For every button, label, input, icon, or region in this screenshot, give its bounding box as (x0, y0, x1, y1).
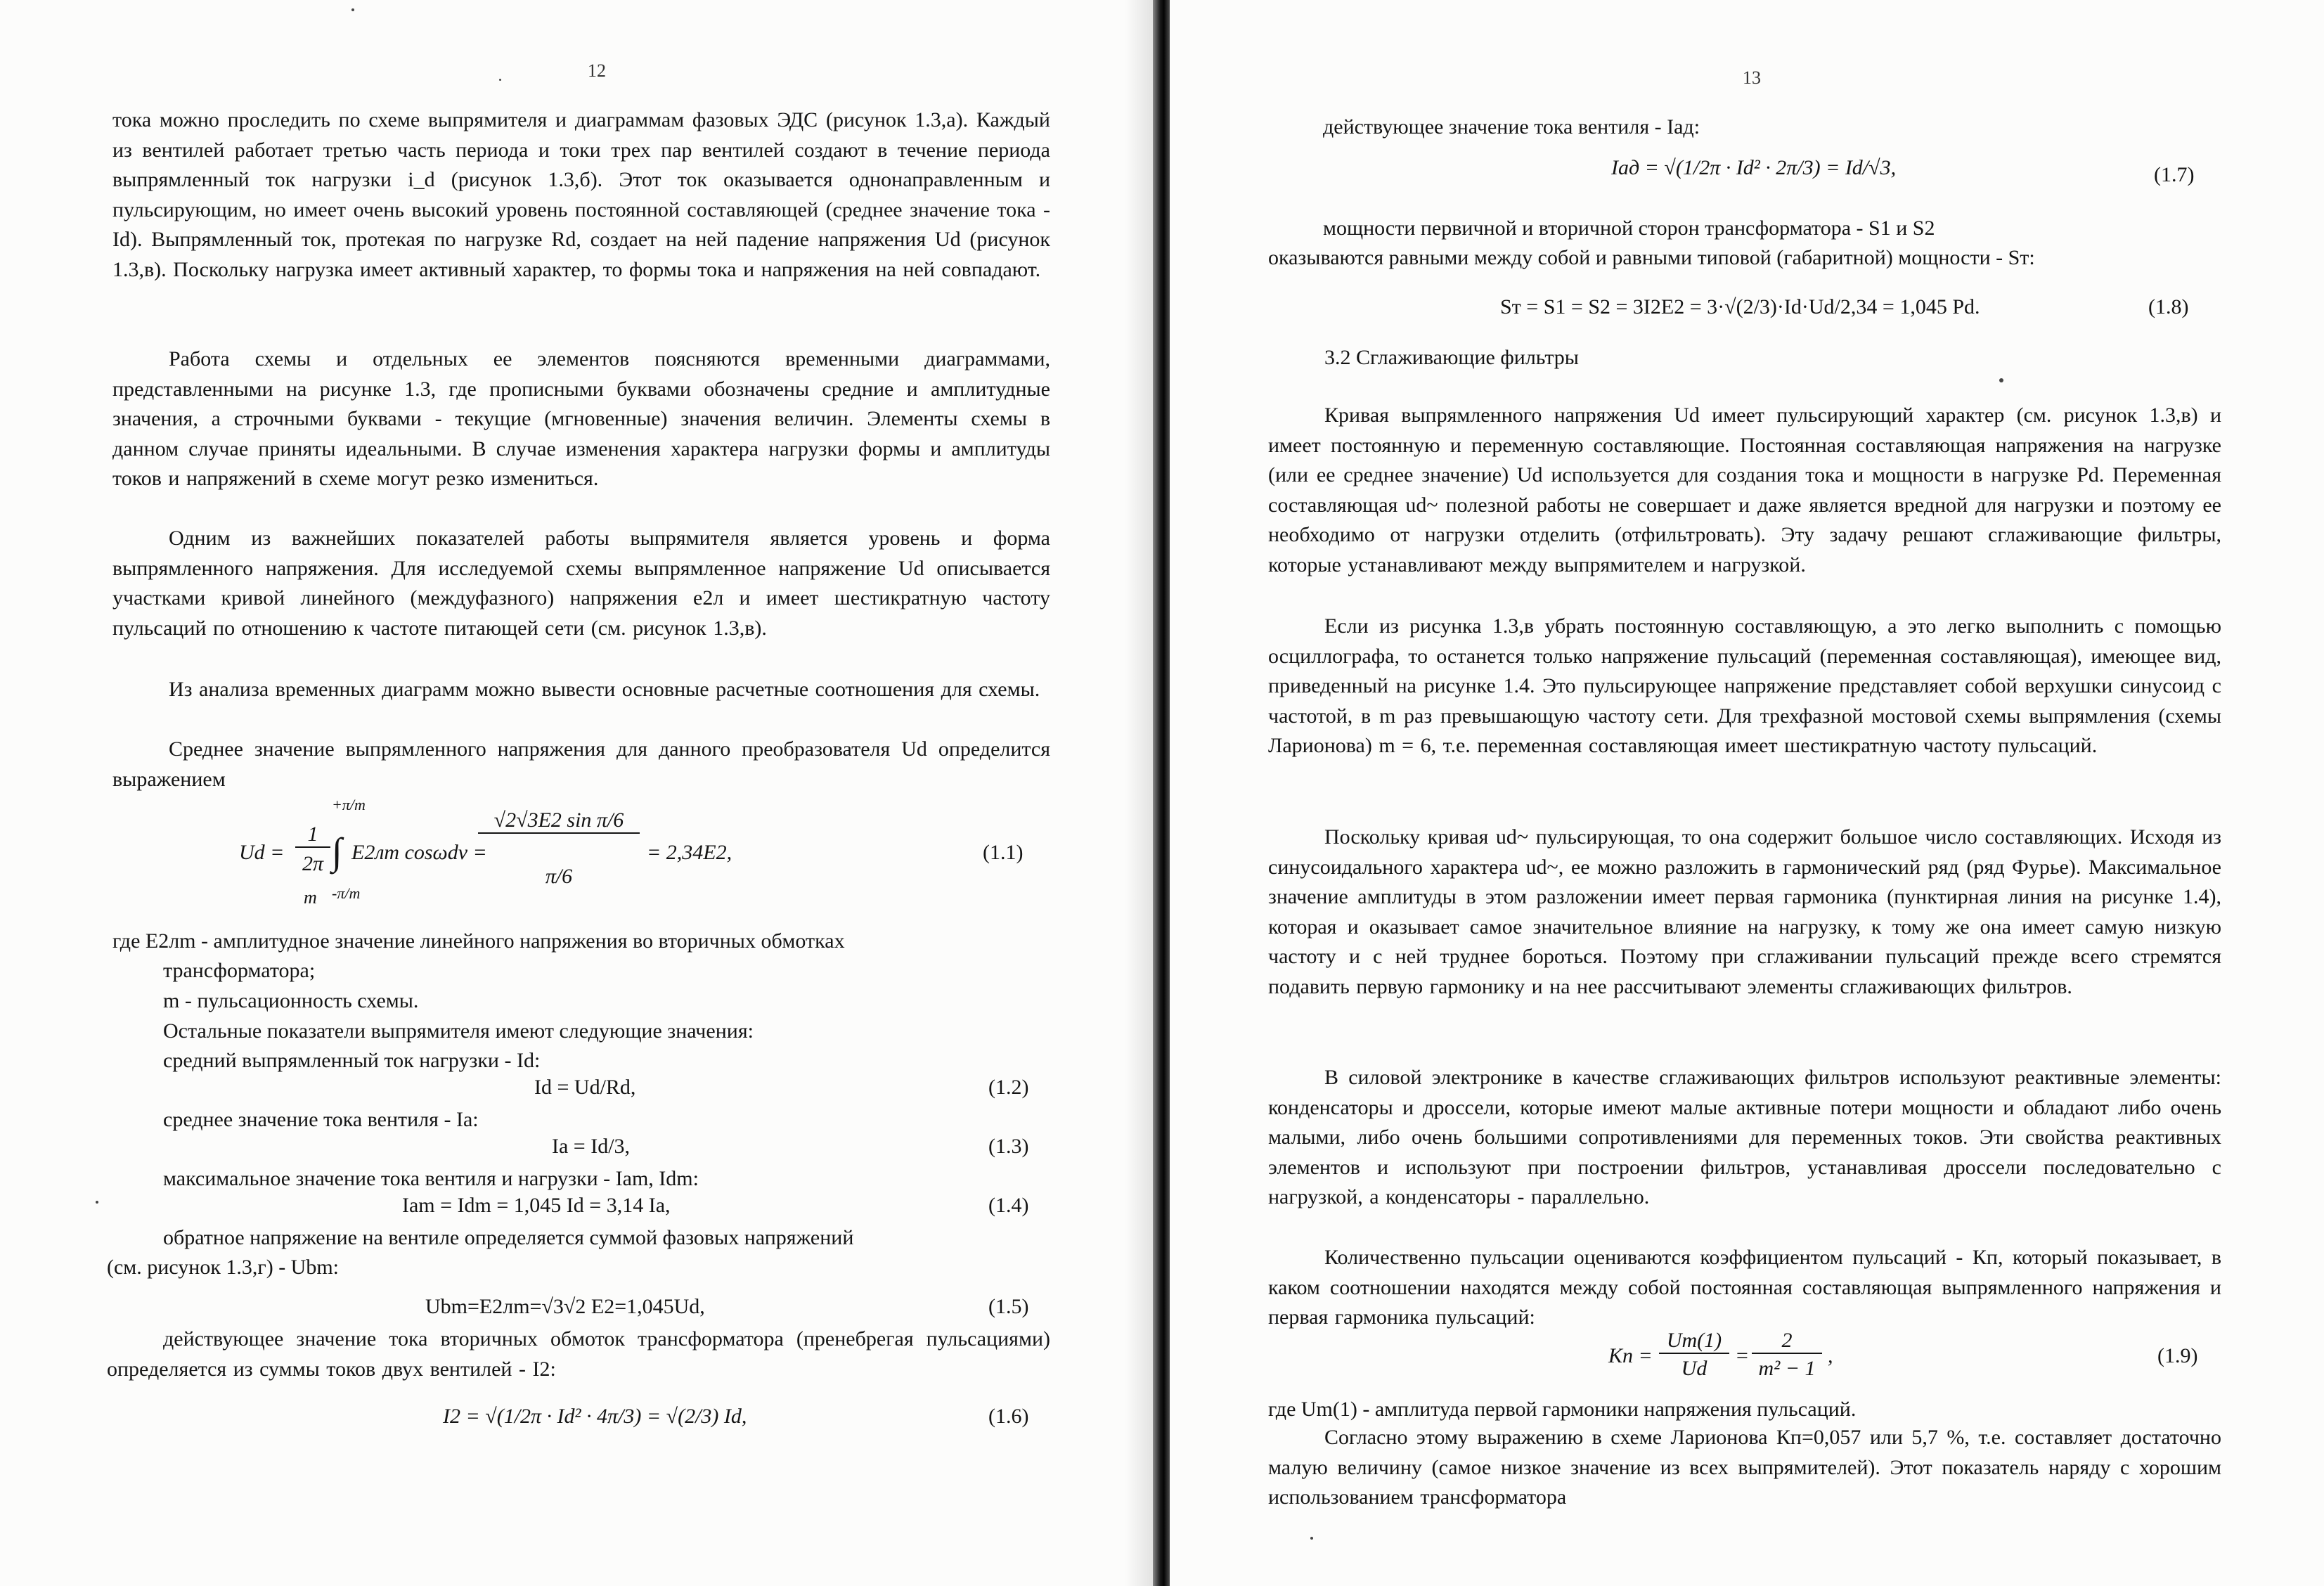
where-clause: где E2лm - амплитудное значение линейного напряжения во вторичных обмотках (112, 929, 845, 953)
left-page (0, 0, 1153, 1586)
fraction-numerator: √2√3E2 sin π/6 (478, 808, 640, 834)
equation-number: (1.6) (988, 1405, 1029, 1428)
paragraph: Количественно пульсации оцениваются коэффициентом пульсаций - Кп, который показывает, в каком соотношении находятся между собой постоянная составляющая выпрямленного напряжения и первая гармоника пульсаций: (1268, 1246, 2221, 1329)
equation-1-2: Id = Ud/Rd, (534, 1076, 636, 1099)
text-line: средний выпрямленный ток нагрузки - Id: (163, 1049, 541, 1072)
page-number: 13 (1743, 67, 1761, 88)
text-line: (см. рисунок 1.3,г) - Ubm: (107, 1256, 340, 1279)
paragraph: Среднее значение выпрямленного напряжения для данного преобразователя Ud определится выражением (112, 737, 1050, 791)
text-line: оказываются равными между собой и равными типовой (габаритной) мощности - Sт: (1268, 246, 2035, 269)
fraction-denominator: π/6 (545, 865, 573, 888)
text-line: мощности первичной и вторичной сторон трансформатора - S1 и S2 (1323, 217, 1935, 240)
paragraph: Работа схемы и отдельных ее элементов поясняются временными диаграммами, представленными на рисунке 1.3, где прописными буквами обозначены средние и амплитудные значения, а строчными буквами - текущие (мгновенные) значения величин. Элементы схемы в данном случае приняты идеальными. В случае изменения характера нагрузки формы и амплитуды токов и напряжений в схеме могут резко измениться. (112, 347, 1050, 490)
paragraph: В силовой электронике в качестве сглаживающих фильтров используют реактивные элементы: конденсаторы и дроссели, которые имеют малые активные потери мощности и обладают либо очень малыми, либо очень большими сопротивлениями для переменных токов. Эти свойства реактивных элементов и используют при построении фильтров, устанавливая дроссели последовательно с нагрузкой, а конденсаторы - параллельно. (1268, 1066, 2221, 1208)
equation-number: (1.1) (983, 841, 1024, 864)
equation-1-9: Kn = Um(1) Ud = 2 m² − 1 , (1608, 1329, 1833, 1380)
equation-number: (1.9) (2157, 1344, 2198, 1367)
where-clause: трансформатора; (163, 959, 316, 982)
text-line: Остальные показатели выпрямителя имеют следующие значения: (163, 1019, 754, 1043)
paragraph: Из анализа временных диаграмм можно вывести основные расчетные соотношения для схемы. (169, 678, 1040, 701)
equation-number: (1.4) (988, 1194, 1029, 1217)
equation-1-8: Sт = S1 = S2 = 3I2E2 = 3·√(2/3)·Id·Ud/2,34 = 1,045 Pd. (1500, 295, 1980, 318)
equation-1-6: I2 = √(1/2π · Id² · 4π/3) = √(2/3) Id, (443, 1405, 747, 1428)
paragraph: Поскольку кривая ud~ пульсирующая, то она содержит большое число составляющих. Исходя из синусоидального характера ud~, ее можно разложить в гармонический ряд (ряд Фурье). Максимальное значение амплитуды в этом разложении имеет первая гармоника (пунктирная линия на рисунке 1.4), которая и оказывает самое значительное влияние на нагрузку, к тому же она имеет самую низкую частоту и с ней труднее бороться. Поэтому при сглаживании пульсаций прежде всего стремятся подавить первую гармонику и на нее рассчитывают элементы сглаживающих фильтров. (1268, 825, 2221, 998)
paragraph: Кривая выпрямленного напряжения Ud имеет пульсирующий характер (см. рисунок 1.3,в) и имеет постоянную и переменную составляющие. Постоянная составляющая напряжения на нагрузке (или ее среднее значение) Ud используется для создания тока и мощности в нагрузке Pd. Переменная составляющая ud~ полезной работы не совершает и даже является вредной для нагрузки и поэтому ее необходимо от нагрузки отделить (отфильтровать). Эту задачу решают сглаживающие фильтры, которые устанавливают между выпрямителем и нагрузкой. (1268, 404, 2221, 576)
fraction-numerator: Um(1) (1659, 1329, 1729, 1354)
fraction-numerator: 1 (295, 823, 330, 848)
text-line: максимальное значение тока вентиля и нагрузки - Iam, Idm: (163, 1167, 699, 1190)
equation-number: (1.8) (2148, 295, 2189, 318)
scan-speck (1310, 1537, 1313, 1540)
equation-1-4: Iam = Idm = 1,045 Id = 3,14 Ia, (402, 1194, 671, 1217)
equation-number: (1.5) (988, 1295, 1029, 1318)
scan-speck (96, 1201, 98, 1204)
integral-upper-limit: +π/m (332, 796, 366, 813)
fraction-denominator: m² − 1 (1758, 1357, 1816, 1380)
fraction-numerator: 2 (1752, 1329, 1822, 1354)
scan-speck (351, 8, 354, 11)
scan-speck (499, 79, 501, 81)
equation-number: (1.7) (2154, 163, 2195, 186)
scan-speck (1999, 378, 2003, 382)
equation-number: (1.2) (988, 1076, 1029, 1099)
equation-1-1: Ud = 1 2π m +π/m ∫ -π/m E2лm cosωdν = √2√3E2 sin π/6 π/6 = 2,34E2, (239, 796, 732, 908)
equation-1-3: Ia = Id/3, (552, 1135, 631, 1158)
equation-1-5: Ubm=E2лm=√3√2 E2=1,045Ud, (425, 1295, 705, 1318)
paragraph: Если из рисунка 1.3,в убрать постоянную составляющую, а это легко выполнить с помощью осциллографа, то останется только напряжение пульсаций (переменная составляющая), имеющее вид, приведенный на рисунке 1.4. Это пульсирующее напряжение представляет собой верхушки синусоид с частотой, в m раз превышающую частоту сети. Для трехфазной мостовой схемы выпрямления (схемы Ларионова) m = 6, т.е. переменная составляющая имеет шестикратную частоту пульсаций. (1268, 614, 2221, 757)
equation-1-7: Iaд = √(1/2π · Id² · 2π/3) = Id/√3, (1611, 156, 1897, 179)
paragraph: Одним из важнейших показателей работы выпрямителя является уровень и форма выпрямленного напряжения. Для исследуемой схемы выпрямленное напряжение Ud описывается участками кривой линейного (междуфазного) напряжения e2л и имеет шестикратную частоту пульсаций по отношению к частоте питающей сети (см. рисунок 1.3,в). (112, 527, 1050, 640)
paragraph: Согласно этому выражению в схеме Ларионова Кп=0,057 или 5,7 %, т.е. составляет достаточно малую величину (самое низкое значение из всех выпрямителей). Этот показатель наряду с хорошим использованием трансформатора (1268, 1426, 2221, 1509)
right-page (1170, 0, 2324, 1586)
equation-number: (1.3) (988, 1135, 1029, 1158)
integral-lower-limit: -π/m (332, 884, 361, 902)
text-line: обратное напряжение на вентиле определяется суммой фазовых напряжений (163, 1226, 854, 1249)
book-gutter (1153, 0, 1171, 1586)
fraction-denominator: 2π (302, 852, 324, 875)
where-clause: m - пульсационность схемы. (163, 989, 419, 1012)
integral-sign: ∫ (332, 830, 342, 872)
where-clause: где Um(1) - амплитуда первой гармоники напряжения пульсаций. (1268, 1398, 1857, 1421)
paragraph: тока можно проследить по схеме выпрямителя и диаграммам фазовых ЭДС (рисунок 1.3,а). Каждый из вентилей работает третью часть периода и токи трех пар вентилей создают в течение периода выпрямленный ток нагрузки i_d (рисунок 1.3,б). Этот ток оказывается однонаправленным и пульсирующим, но имеет очень высокий уровень постоянной составляющей (среднее значение тока - Id). Выпрямленный ток, протекая по нагрузке Rd, создает на ней падение напряжения Ud (рисунок 1.3,в). Поскольку нагрузка имеет активный характер, то формы тока и напряжения на ней совпадают. (112, 108, 1050, 281)
fraction-denominator: Ud (1681, 1357, 1708, 1380)
page-number: 12 (588, 60, 606, 81)
section-heading: 3.2 Сглаживающие фильтры (1324, 346, 1579, 369)
paragraph: действующее значение тока вторичных обмоток трансформатора (пренебрегая пульсациями) определяется из суммы токов двух вентилей - I2: (107, 1327, 1050, 1381)
text-line: действующее значение тока вентиля - Iaд: (1323, 115, 1700, 138)
text-line: среднее значение тока вентиля - Ia: (163, 1108, 479, 1131)
gutter-shadow (1125, 0, 1153, 1586)
